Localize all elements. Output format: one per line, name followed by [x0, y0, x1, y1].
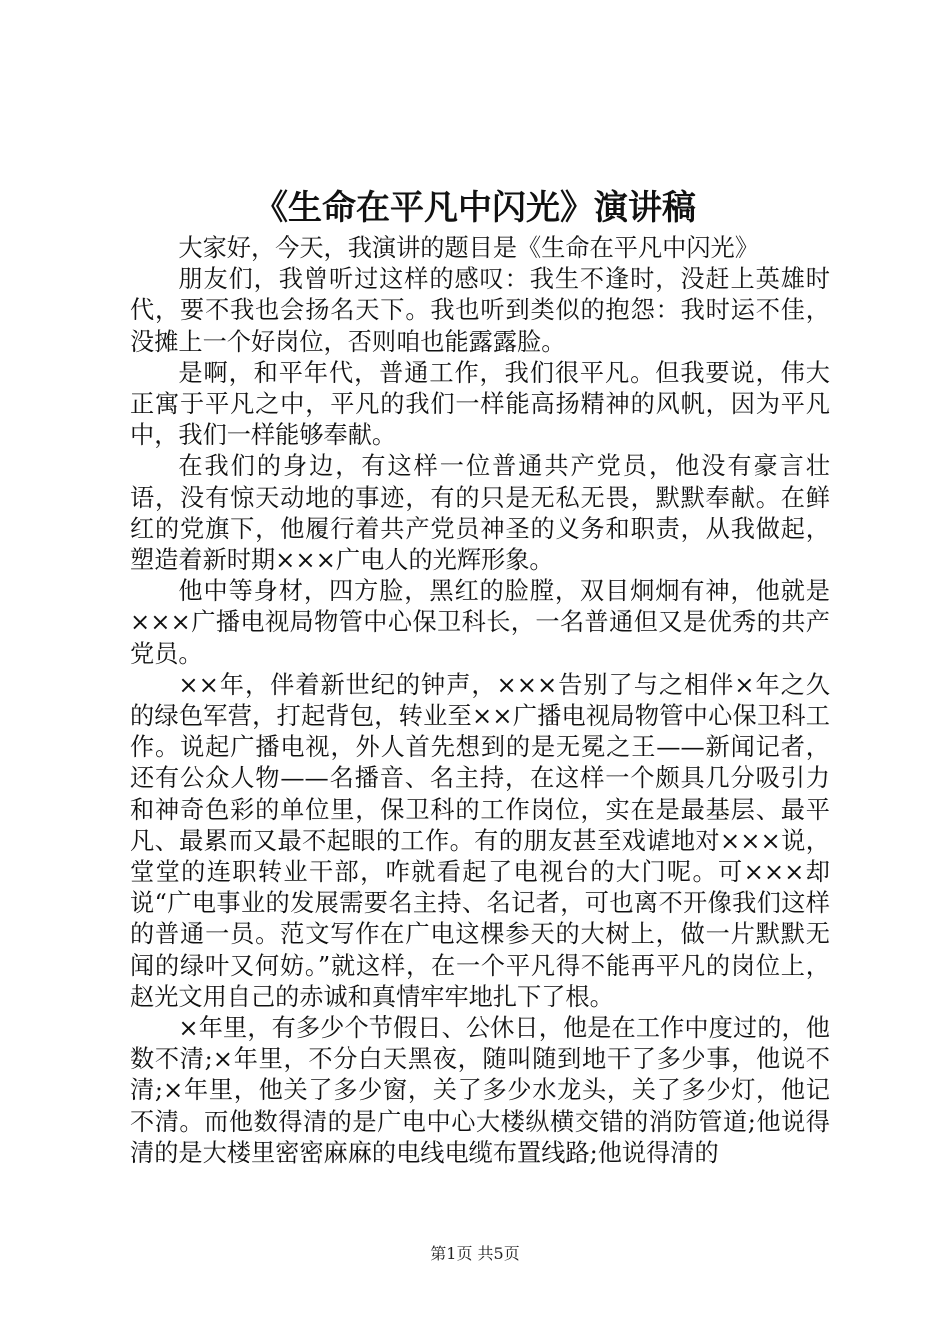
paragraph-years: ×年里，有多少个节假日、公休日，他是在工作中度过的，他数不清;×年里，不分白天黑夜，随叫随到地干了多少事，他说不清;×年里，他关了多少窗，关了多少水龙头，关了多少灯，他记不清。而他数得清的是广电中心大楼纵横交错的消防管道;他说得清的是大楼里密密麻麻的电线电缆布置线路;他说得清的 — [130, 1014, 830, 1167]
paragraph-career: ××年，伴着新世纪的钟声，×××告别了与之相伴×年之久的绿色军营，打起背包，转业至××广播电视局物管中心保卫科工作。说起广播电视，外人首先想到的是无冕之王——新闻记者，还有公众人物——名播音、名主持，在这样一个颇具几分吸引力和神奇色彩的单位里，保卫科的工作岗位，实在是最基层、最平凡、最累而又最不起眼的工作。有的朋友甚至戏谑地对×××说，堂堂的连职转业干部，咋就看起了电视台的大门呢。可×××却说“广电事业的发展需要名主持、名记者，可也离不开像我们这样的普通一员。范文写作在广电这棵参天的大树上，做一片默默无闻的绿叶又何妨。”就这样，在一个平凡得不能再平凡的岗位上，赵光文用自己的赤诚和真情牢牢地扎下了根。 — [130, 670, 830, 1011]
page-footer: 第1页 共5页 — [430, 1244, 520, 1263]
paragraph-friends: 朋友们，我曾听过这样的感叹：我生不逢时，没赶上英雄时代，要不我也会扬名天下。我也听到类似的抱怨：我时运不佳，没摊上一个好岗位，否则咱也能露露脸。 — [130, 265, 830, 356]
paragraph-party-member: 在我们的身边，有这样一位普通共产党员，他没有豪言壮语，没有惊天动地的事迹，有的只是无私无畏，默默奉献。在鲜红的党旗下，他履行着共产党员神圣的义务和职责，从我做起，塑造着新时期×××广电人的光辉形象。 — [130, 452, 830, 575]
paragraph-description: 他中等身材，四方脸，黑红的脸膛，双目炯炯有神，他就是×××广播电视局物管中心保卫科长，一名普通但又是优秀的共产党员。 — [130, 577, 830, 668]
document-body — [130, 233, 830, 1169]
document-title: 《生命在平凡中闪光》演讲稿 — [254, 188, 696, 228]
paragraph-greeting: 大家好，今天，我演讲的题目是《生命在平凡中闪光》 — [178, 234, 759, 262]
paragraph-ordinary: 是啊，和平年代，普通工作，我们很平凡。但我要说，伟大正寓于平凡之中，平凡的我们一样能高扬精神的风帆，因为平凡中，我们一样能够奉献。 — [130, 358, 830, 450]
